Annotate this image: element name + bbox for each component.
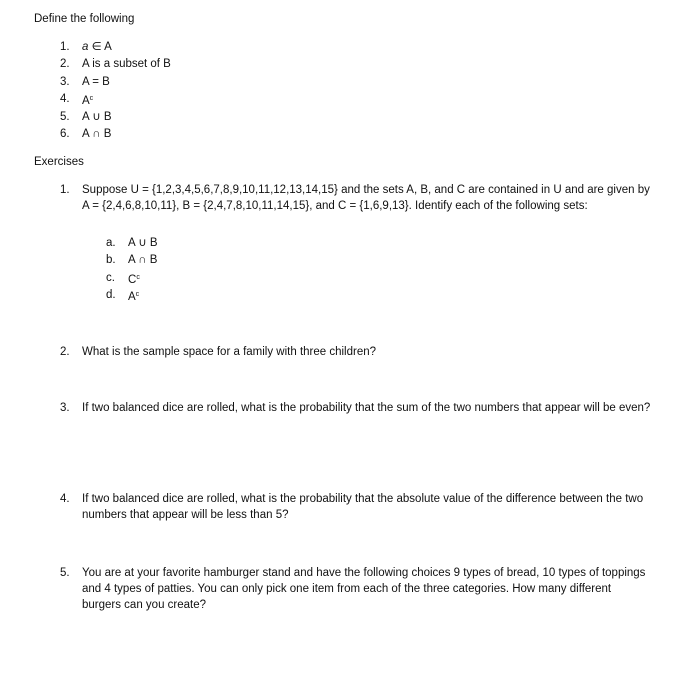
definition-number: 4. — [60, 93, 70, 105]
definition-number: 6. — [60, 128, 70, 140]
definition-text: a ∈ A — [82, 41, 112, 53]
exercise-number: 3. — [60, 402, 70, 414]
subitem-letter: a. — [106, 237, 116, 249]
subitem-letter: c. — [106, 272, 115, 284]
definition-number: 5. — [60, 111, 70, 123]
definition-text: A = B — [82, 76, 110, 88]
exercise-number: 1. — [60, 184, 70, 196]
subitem-text: A ∩ B — [128, 254, 158, 266]
page-heading: Define the following — [34, 13, 135, 25]
exercise-text: You are at your favorite hamburger stand and have the following choices 9 types of bread, 10 types of toppings and 4 types of patties. You can only pick one item from each of the three categories. How many different burgers can you create? — [82, 567, 646, 611]
subitem-letter: b. — [106, 254, 116, 266]
subitem-text: $A^c$ — [128, 291, 140, 303]
exercise-text: What is the sample space for a family with three children? — [82, 346, 377, 358]
exercise-text: If two balanced dice are rolled, what is the probability that the sum of the two numbers that appear will be even? — [82, 402, 651, 414]
exercise-number: 4. — [60, 493, 70, 505]
exercise-text: Suppose U = {1,2,3,4,5,6,7,8,9,10,11,12,13,14,15} and the sets A, B, and C are contained in U and are given by A = {2,4,6,8,10,11}, B = {2,4,7,8,10,11,14,15}, and C = {1,6,9,13}. Identify each of the following sets: — [82, 184, 650, 212]
definition-number: 2. — [60, 58, 70, 70]
subitem-letter: d. — [106, 289, 116, 301]
subitem-text: A ∪ B — [128, 237, 158, 249]
definition-text: A ∩ B — [82, 128, 112, 140]
definition-text: A is a subset of B — [82, 58, 171, 70]
definition-text: A ∪ B — [82, 111, 112, 123]
definition-number: 3. — [60, 76, 70, 88]
definition-text: $A^c$ — [82, 95, 94, 107]
subitem-text: $C^c$ — [128, 274, 140, 286]
definition-number: 1. — [60, 41, 70, 53]
exercises-heading: Exercises — [34, 156, 84, 168]
exercise-number: 5. — [60, 567, 70, 579]
exercise-number: 2. — [60, 346, 70, 358]
exercise-text: If two balanced dice are rolled, what is the probability that the absolute value of the difference between the two numbers that appear will be less than 5? — [82, 493, 644, 521]
